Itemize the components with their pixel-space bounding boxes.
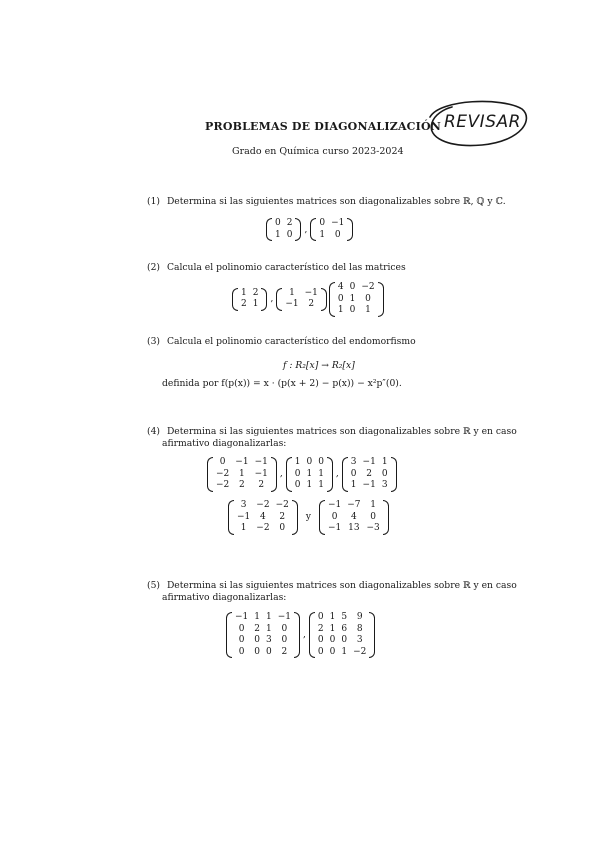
matrix-entry: 3 — [266, 635, 272, 645]
matrix-entry: −2 — [275, 500, 289, 510]
matrix-entry: 2 — [258, 480, 265, 490]
problem-number: (4) — [147, 426, 161, 437]
matrix-entry: −1 — [304, 287, 318, 298]
problem-number: (3) — [147, 336, 161, 347]
matrix-entry: 0 — [334, 229, 341, 240]
matrix-4a — [207, 457, 277, 492]
matrix-4c — [342, 457, 397, 492]
document-title: PROBLEMAS DE DIAGONALIZACIÓN — [205, 120, 442, 133]
problem-number: (2) — [147, 262, 161, 273]
matrix-entry: 1 — [266, 623, 272, 634]
matrix-entry: 0 — [238, 646, 245, 657]
matrix-entry: −1 — [285, 299, 299, 310]
matrix-entry: 2 — [279, 511, 286, 522]
problem-4-matrices-row-2 — [228, 500, 389, 535]
matrix-entry: 0 — [238, 623, 245, 634]
matrix-5a — [226, 612, 300, 658]
matrix-entry: 1 — [241, 287, 247, 298]
matrix-entry: 3 — [356, 635, 363, 645]
matrix-entry: 2 — [317, 623, 324, 634]
matrix-entry: 1 — [349, 293, 356, 304]
matrix-entry: 9 — [356, 612, 363, 622]
matrix-entry: 0 — [317, 635, 324, 645]
problem-4-matrices-row-1 — [207, 457, 397, 492]
matrix-entry: −1 — [235, 457, 249, 467]
matrix-entry: 2 — [239, 480, 245, 490]
matrix-entry: −1 — [327, 500, 342, 510]
matrix-entry: 0 — [279, 523, 286, 533]
problem-1-matrices — [266, 218, 353, 241]
matrix-4b — [286, 457, 333, 492]
matrix-entry: 1 — [350, 480, 357, 490]
matrix-entry: 1 — [329, 612, 336, 622]
matrix-entry: 1 — [275, 229, 281, 240]
matrix-entry: 3 — [350, 457, 357, 467]
matrix-separator: , — [303, 630, 306, 640]
matrix-entry: −1 — [362, 457, 376, 467]
problem-2-matrices — [232, 282, 384, 317]
matrix-entry: 3 — [240, 500, 247, 510]
matrix-entry: 0 — [294, 468, 301, 479]
matrix-entry: 0 — [318, 457, 324, 467]
matrix-entry: 0 — [281, 623, 288, 634]
problem-4-line-2: afirmativo diagonalizarlas: — [162, 438, 287, 449]
matrix-entry: 0 — [365, 293, 371, 304]
matrix-entry: 1 — [240, 523, 247, 533]
matrix-entry: −2 — [256, 500, 270, 510]
matrix-entry: 0 — [286, 229, 293, 240]
matrix-entry: 0 — [381, 468, 388, 479]
matrix-entry: −2 — [361, 282, 375, 292]
matrix-entry: 4 — [337, 282, 344, 292]
endomorphism-map: f : R₂[x] → R₂[x] — [283, 360, 355, 371]
matrix-2c — [329, 282, 384, 317]
problem-number: (5) — [147, 580, 161, 591]
problem-5 — [147, 580, 517, 591]
matrix-entry: 0 — [349, 282, 356, 292]
right-parenthesis — [327, 457, 333, 492]
matrix-entry: 0 — [306, 457, 313, 467]
matrix-entry: 1 — [329, 623, 336, 634]
matrix-entry: 1 — [381, 457, 388, 467]
right-parenthesis — [321, 288, 327, 311]
matrix-entry: 2 — [254, 623, 261, 634]
problem-statement: Calcula el polinomio característico del las matrices — [166, 262, 406, 273]
matrix-entry: 0 — [317, 646, 324, 657]
matrix-separator: , — [304, 224, 308, 235]
right-parenthesis — [294, 612, 300, 658]
matrix-entry: 1 — [318, 480, 324, 490]
revisar-stamp — [422, 95, 532, 153]
matrix-entry: 1 — [294, 457, 301, 467]
matrix-entry: 1 — [318, 468, 324, 479]
problem-4 — [147, 426, 517, 437]
matrix-entry: 2 — [241, 299, 247, 310]
matrix-entry: 0 — [254, 635, 261, 645]
problem-statement: Determina si las siguientes matrices son diagonalizables sobre ℝ y en caso — [166, 580, 517, 591]
problem-1 — [147, 196, 506, 207]
problem-5-matrices — [226, 612, 375, 658]
matrix-1a — [266, 218, 301, 241]
problem-5-line-2: afirmativo diagonalizarlas: — [162, 592, 287, 603]
matrix-entry: 0 — [254, 646, 261, 657]
matrix-entry: 1 — [306, 480, 313, 490]
matrix-entry: 2 — [308, 299, 315, 310]
matrix-separator: , — [335, 469, 339, 480]
matrix-entry: −1 — [331, 218, 345, 228]
matrix-entry: 2 — [281, 646, 288, 657]
problem-statement: Determina si las siguientes matrices son diagonalizables sobre ℝ, ℚ y ℂ. — [166, 196, 506, 207]
matrix-entry: 13 — [348, 523, 360, 533]
right-parenthesis — [271, 457, 277, 492]
right-parenthesis — [378, 282, 384, 317]
matrix-entry: 3 — [381, 480, 388, 490]
matrix-entry: −2 — [216, 468, 230, 479]
matrix-entry: 0 — [329, 635, 336, 645]
matrix-entry: 0 — [337, 293, 344, 304]
matrix-2a — [232, 288, 267, 311]
matrix-entry: −3 — [366, 523, 380, 533]
matrix-separator: , — [279, 469, 283, 480]
matrix-entry: 1 — [254, 612, 261, 622]
matrix-separator: y — [305, 512, 311, 523]
matrix-entry: 2 — [252, 287, 259, 298]
matrix-entry: 0 — [238, 635, 245, 645]
matrix-entry: −1 — [327, 523, 342, 533]
matrix-entry: 1 — [341, 646, 348, 657]
right-parenthesis — [383, 500, 389, 535]
right-parenthesis — [292, 500, 298, 535]
matrix-entry: 0 — [219, 457, 226, 467]
problem-2 — [147, 262, 406, 273]
right-parenthesis — [391, 457, 397, 492]
matrix-entry: 5 — [341, 612, 348, 622]
matrix-entry: 1 — [306, 468, 313, 479]
right-parenthesis — [369, 612, 375, 658]
matrix-separator: , — [270, 294, 274, 305]
matrix-entry: 0 — [317, 612, 324, 622]
matrix-entry: 1 — [252, 299, 259, 310]
stamp-label: REVISAR — [444, 112, 521, 132]
matrix-1b — [310, 218, 353, 241]
matrix-entry: 2 — [366, 468, 373, 479]
matrix-entry: −2 — [353, 646, 367, 657]
matrix-5b — [309, 612, 375, 658]
matrix-entry: −1 — [254, 457, 268, 467]
matrix-entry: −2 — [216, 480, 230, 490]
matrix-entry: 1 — [266, 612, 272, 622]
matrix-entry: 0 — [294, 480, 301, 490]
problem-3 — [147, 336, 416, 347]
matrix-entry: 4 — [350, 511, 357, 522]
matrix-entry: 2 — [286, 218, 293, 228]
right-parenthesis — [347, 218, 353, 241]
matrix-entry: 6 — [341, 623, 348, 634]
matrix-entry: 0 — [341, 635, 348, 645]
matrix-2b — [276, 288, 327, 311]
matrix-entry: 1 — [319, 229, 326, 240]
matrix-entry: 0 — [319, 218, 326, 228]
matrix-entry: 8 — [356, 623, 363, 634]
matrix-4e — [319, 500, 389, 535]
matrix-entry: 1 — [239, 468, 245, 479]
matrix-entry: −1 — [237, 511, 251, 522]
matrix-entry: −1 — [362, 480, 376, 490]
problem-statement: Calcula el polinomio característico del endomorfismo — [166, 336, 416, 347]
matrix-entry: −2 — [256, 523, 270, 533]
matrix-entry: 0 — [331, 511, 338, 522]
matrix-entry: 1 — [370, 500, 376, 510]
problem-number: (1) — [147, 196, 161, 207]
matrix-entry: −7 — [347, 500, 361, 510]
matrix-entry: 0 — [329, 646, 336, 657]
matrix-entry: 0 — [349, 305, 356, 315]
matrix-entry: 1 — [337, 305, 344, 315]
endomorphism-definition: definida por f(p(x)) = x · (p(x + 2) − p(x)) − x²p″(0). — [162, 378, 402, 389]
right-parenthesis — [295, 218, 301, 241]
matrix-entry: −1 — [235, 612, 249, 622]
matrix-entry: 1 — [289, 287, 295, 298]
matrix-entry: 0 — [275, 218, 281, 228]
matrix-4d — [228, 500, 298, 535]
matrix-entry: 1 — [365, 305, 371, 315]
matrix-entry: 4 — [260, 511, 266, 522]
matrix-entry: 0 — [370, 511, 376, 522]
matrix-entry: −1 — [254, 468, 268, 479]
right-parenthesis — [261, 288, 267, 311]
matrix-entry: 0 — [266, 646, 272, 657]
matrix-entry: 0 — [281, 635, 288, 645]
problem-statement: Determina si las siguientes matrices son diagonalizables sobre ℝ y en caso — [166, 426, 517, 437]
matrix-entry: −1 — [277, 612, 292, 622]
matrix-entry: 0 — [350, 468, 357, 479]
document-subtitle: Grado en Química curso 2023-2024 — [232, 146, 404, 157]
